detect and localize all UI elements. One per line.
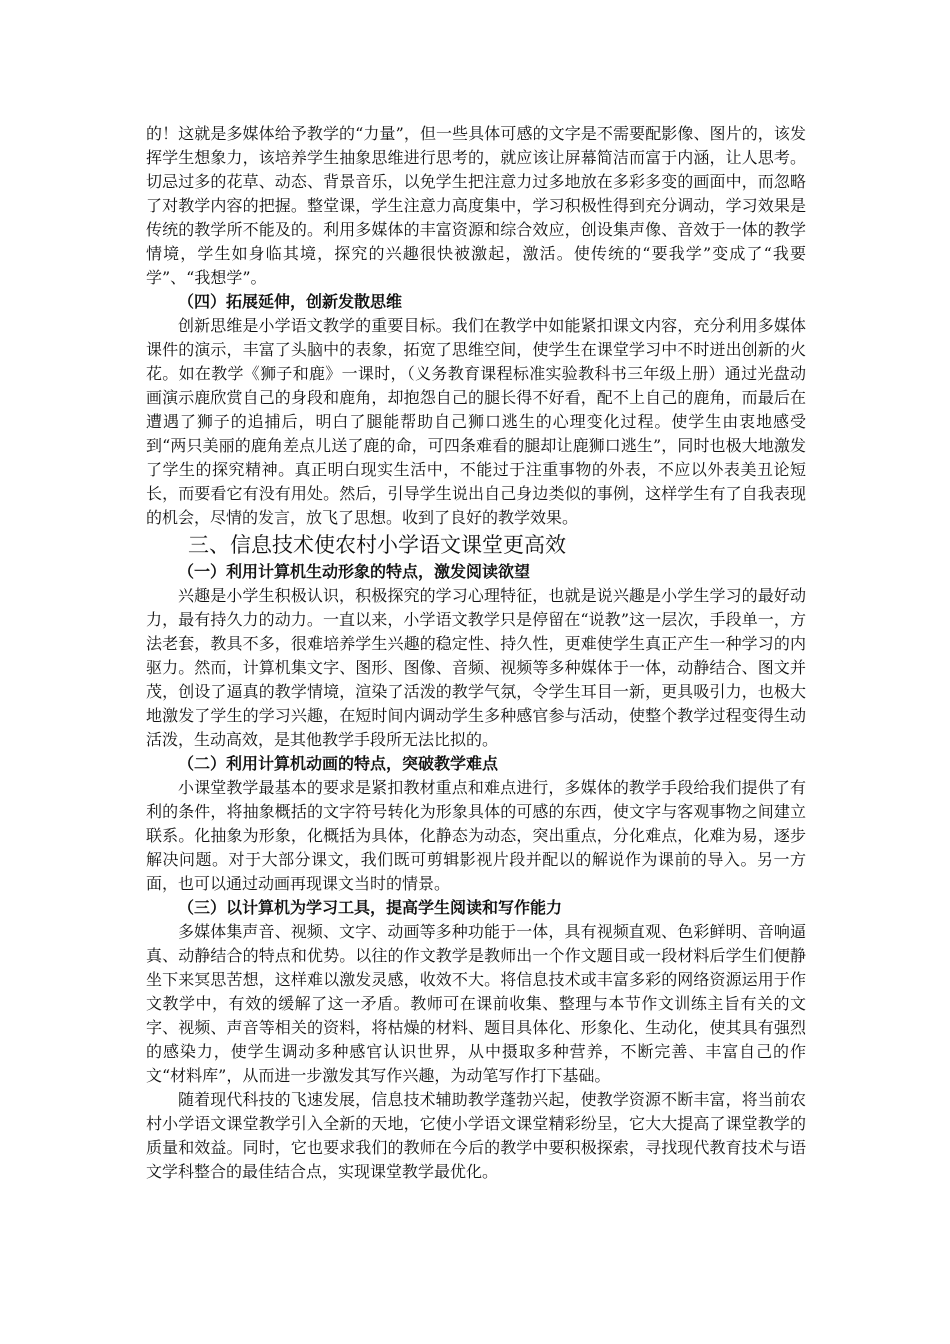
subheading-three-tools: （三）以计算机为学习工具，提高学生阅读和写作能力 (178, 898, 563, 917)
paragraph-writing: 多媒体集声音、视频、文字、动画等多种功能于一体，具有视频直观、色彩鲜明、音响逼真、动静结合的特点和优势。以往的作文教学是教师出一个作文题目或一段材料后学生们便静坐下来冥思苦想，这样难以激发灵感，收效不大。将信息技术或丰富多彩的网络资源运用于作文教学中，有效的缓解了这一矛盾。教师可在课前收集、整理与本节作文训练主旨有关的文字、视频、声音等相关的资料，将枯燥的材料、题目具体化、形象化、生动化，使其具有强烈的感染力，使学生调动多种感官认识世界，从中摄取多种营养，不断完善、丰富自己的作文“材料库”，从而进一步激发其写作兴趣，为动笔写作打下基础。 (146, 922, 806, 1085)
document-page (146, 122, 806, 1184)
subheading-two-animation: （二）利用计算机动画的特点，突破教学难点 (178, 754, 499, 773)
section-title-three: 三、信息技术使农村小学语文课堂更高效 (188, 533, 566, 557)
subheading-one-interest: （一）利用计算机生动形象的特点，激发阅读欲望 (178, 562, 531, 581)
paragraph-animation: 小课堂教学最基本的要求是紧扣教材重点和难点进行，多媒体的教学手段给我们提供了有利的条件，将抽象概括的文字符号转化为形象具体的可感的东西，使文字与客观事物之间建立联系。化抽象为形象，化概括为具体，化静态为动态，突出重点，分化难点，化难为易，逐步解决问题。对于大部分课文，我们既可剪辑影视片段并配以的解说作为课前的导入。另一方面，也可以通过动画再现课文当时的情景。 (146, 778, 806, 893)
paragraph-creative-thinking: 创新思维是小学语文教学的重要目标。我们在教学中如能紧扣课文内容，充分利用多媒体课件的演示，丰富了头脑中的表象，拓宽了思维空间，使学生在课堂学习中不时迸出创新的火花。如在教学《狮子和鹿》一课时，（义务教育课程标准实验教科书三年级上册）通过光盘动画演示鹿欣赏自己的身段和鹿角，却抱怨自己的腿长得不好看，配不上自己的鹿角，而最后在遭遇了狮子的追捕后，明白了腿能帮助自己狮口逃生的心理变化过程。使学生由衷地感受到“两只美丽的鹿角差点儿送了鹿的命，可四条难看的腿却让鹿狮口逃生”，同时也极大地激发了学生的探究精神。真正明白现实生活中，不能过于注重事物的外表，不应以外表美丑论短长，而要看它有没有用处。然后，引导学生说出自己身边类似的事例，这样学生有了自我表现的机会，尽情的发言，放飞了思想。收到了良好的教学效果。 (146, 316, 806, 527)
paragraph-multimedia-power: 的！这就是多媒体给予教学的“力量”，但一些具体可感的文字是不需要配影像、图片的，该发挥学生想象力，该培养学生抽象思维进行思考的，就应该让屏幕简洁而富于内涵，让人思考。切忌过多的花草、动态、背景音乐，以免学生把注意力过多地放在多彩多变的画面中，而忽略了对教学内容的把握。整堂课，学生注意力高度集中，学习积极性得到充分调动，学习效果是传统的教学所不能及的。利用多媒体的丰富资源和综合效应，创设集声像、音效于一体的教学情境，学生如身临其境，探究的兴趣很快被激起，激活。使传统的“要我学”变成了“我要学”、“我想学”。 (146, 124, 806, 287)
paragraph-conclusion: 随着现代科技的飞速发展，信息技术辅助教学蓬勃兴起，使教学资源不断丰富，将当前农村小学语文课堂教学引入全新的天地，它使小学语文课堂精彩纷呈，它大大提高了课堂教学的质量和效益。同时，它也要求我们的教师在今后的教学中要积极探索，寻找现代教育技术与语文学科整合的最佳结合点，实现课堂教学最优化。 (146, 1090, 806, 1181)
paragraph-interest: 兴趣是小学生积极认识，积极探究的学习心理特征，也就是说兴趣是小学生学习的最好动力，最有持久力的动力。一直以来，小学语文教学只是停留在“说教”这一层次，手段单一，方法老套，教具不多，很难培养学生兴趣的稳定性、持久性，更难使学生真正产生一种学习的内驱力。然而，计算机集文字、图形、图像、音频、视频等多种媒体于一体，动静结合、图文并茂，创设了逼真的教学情境，渲染了活泼的教学气氛，令学生耳目一新，更具吸引力，也极大地激发了学生的学习兴趣，在短时间内调动学生多种感官参与活动，使整个教学过程变得生动活泼，生动高效，是其他教学手段所无法比拟的。 (146, 586, 806, 749)
subheading-four-extension: （四）拓展延伸，创新发散思维 (178, 292, 403, 311)
